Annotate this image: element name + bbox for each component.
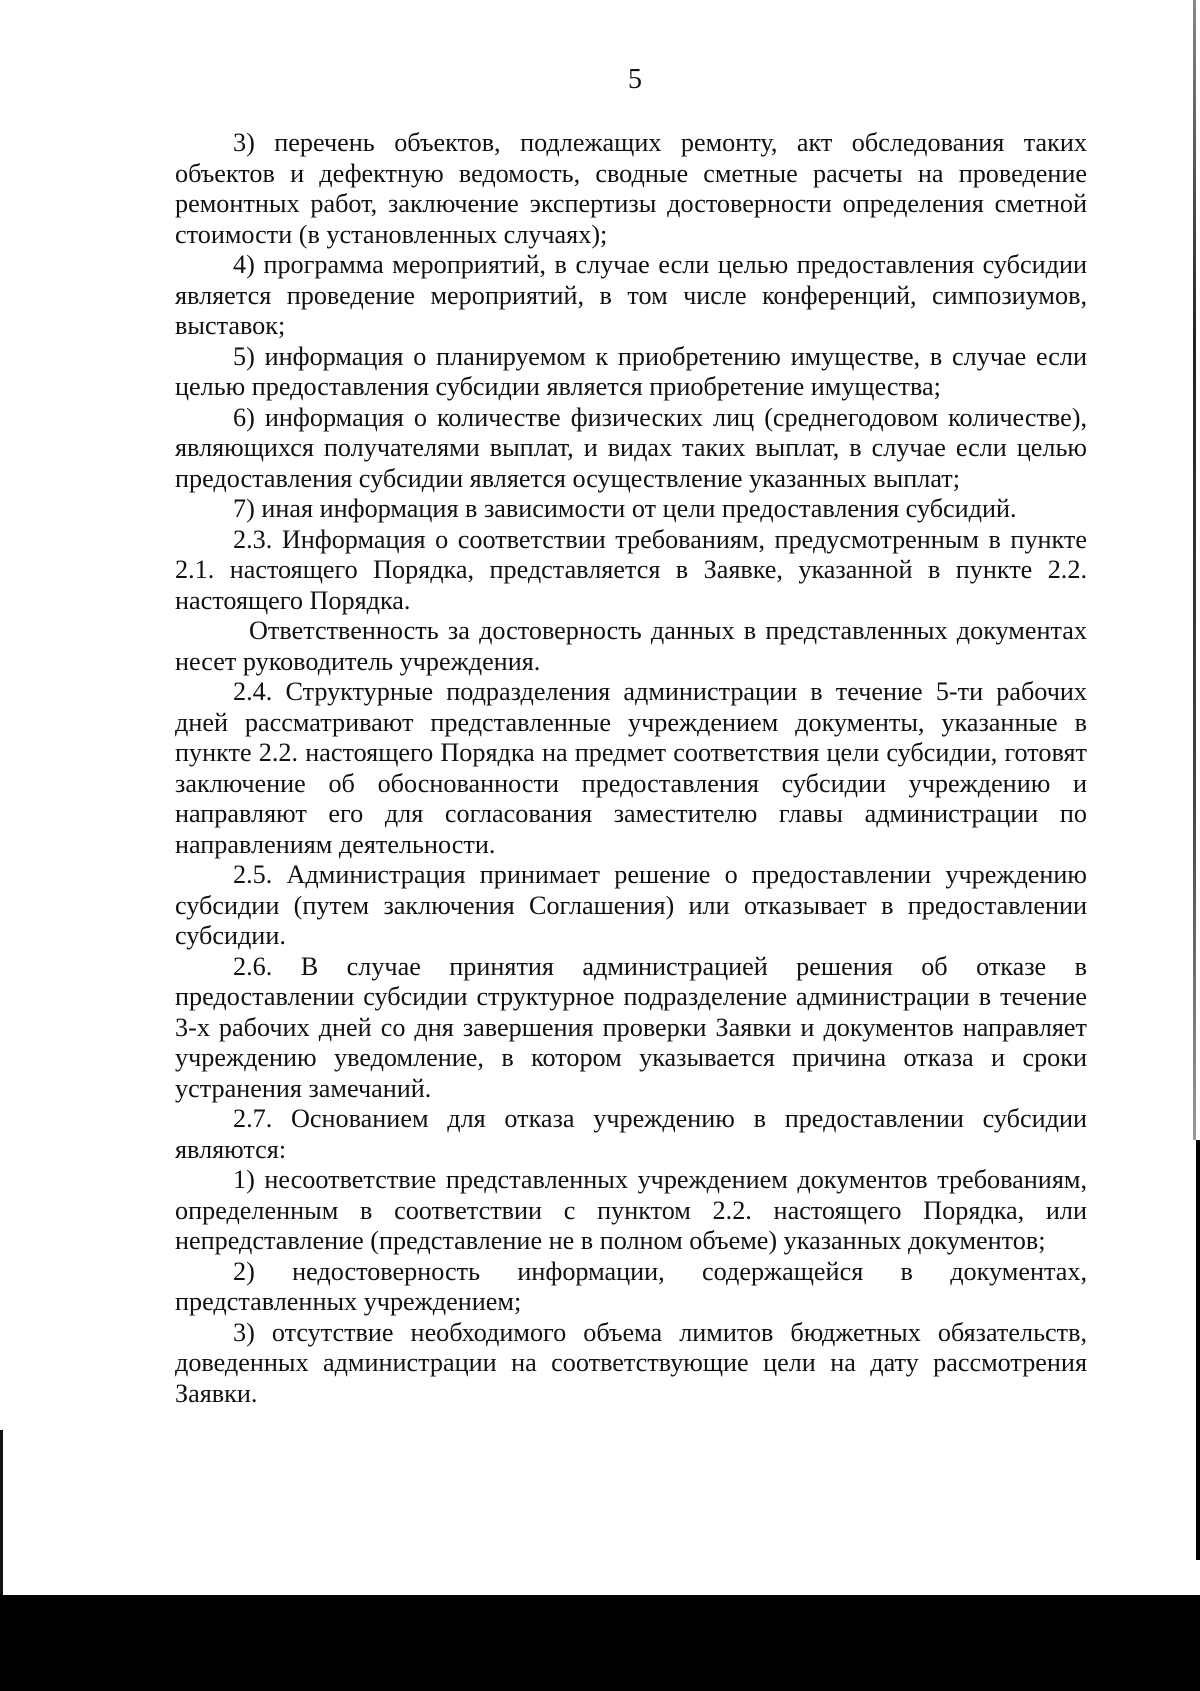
scan-edge-left	[0, 1430, 3, 1595]
paragraph-refusal-reason-2: 2) недостоверность информации, содержащейся в документах, представленных учреждением;	[175, 1256, 1087, 1316]
page-number: 5	[628, 64, 642, 95]
paragraph-item-3-repair-objects: 3) перечень объектов, подлежащих ремонту, акт обследования таких объектов и дефектную ведомость, сводные сметные расчеты на проведение ремонтных работ, заключение экспертизы достоверности определения сметной стоимости (в установленных случаях);	[175, 128, 1087, 249]
paragraph-refusal-reason-1: 1) несоответствие представленных учреждением документов требованиям, определенным в соответствии с пунктом 2.2. настоящего Порядка, или непредставление (представление не в полном объеме) указанных документов;	[175, 1165, 1087, 1255]
paragraph-responsibility: Ответственность за достоверность данных в представленных документах несет руководитель учреждения.	[175, 616, 1087, 676]
paragraph-refusal-reason-3: 3) отсутствие необходимого объема лимитов бюджетных обязательств, доведенных администрации на соответствующие цели на дату рассмотрения Заявки.	[175, 1317, 1087, 1408]
scan-edge-right-lower	[1196, 1140, 1200, 1560]
paragraph-section-2-3: 2.3. Информация о соответствии требованиям, предусмотренным в пункте 2.1. настоящего Порядка, представляется в Заявке, указанной в пункте 2.2. настоящего Порядка.	[175, 524, 1087, 615]
paragraph-section-2-5: 2.5. Администрация принимает решение о предоставлении учреждению субсидии (путем заключения Соглашения) или отказывает в предоставлении субсидии.	[175, 860, 1087, 950]
document-body	[175, 128, 1087, 1409]
paragraph-item-4-events-program: 4) программа мероприятий, в случае если целью предоставления субсидии является проведение мероприятий, в том числе конференций, симпозиумов, выставок;	[175, 250, 1087, 340]
paragraph-section-2-4: 2.4. Структурные подразделения администрации в течение 5-ти рабочих дней рассматривают представленные учреждением документы, указанные в пункте 2.2. настоящего Порядка на предмет соответствия цели субсидии, готовят заключение об обоснованности предоставления субсидии учреждению и направляют его для согласования заместителю главы администрации по направлениям деятельности.	[175, 677, 1087, 859]
scan-bottom-band	[0, 1595, 1200, 1691]
paragraph-item-7-other-info: 7) иная информация в зависимости от цели предоставления субсидий.	[233, 494, 1017, 523]
paragraph-section-2-7: 2.7. Основанием для отказа учреждению в предоставлении субсидии являются:	[175, 1104, 1087, 1164]
paragraph-section-2-6: 2.6. В случае принятия администрацией решения об отказе в предоставлении субсидии структурное подразделение администрации в течение 3-х рабочих дней со дня завершения проверки Заявки и документов направляет учреждению уведомление, в котором указывается причина отказа и сроки устранения замечаний.	[175, 951, 1087, 1103]
paragraph-item-5-property-info: 5) информация о планируемом к приобретению имуществе, в случае если целью предоставления субсидии является приобретение имущества;	[175, 341, 1087, 401]
scan-edge-right	[1193, 0, 1196, 1140]
paragraph-item-6-payment-recipients: 6) информация о количестве физических лиц (среднегодовом количестве), являющихся получателями выплат, и видах таких выплат, в случае если целью предоставления субсидии является осуществление указанных выплат;	[175, 402, 1087, 493]
